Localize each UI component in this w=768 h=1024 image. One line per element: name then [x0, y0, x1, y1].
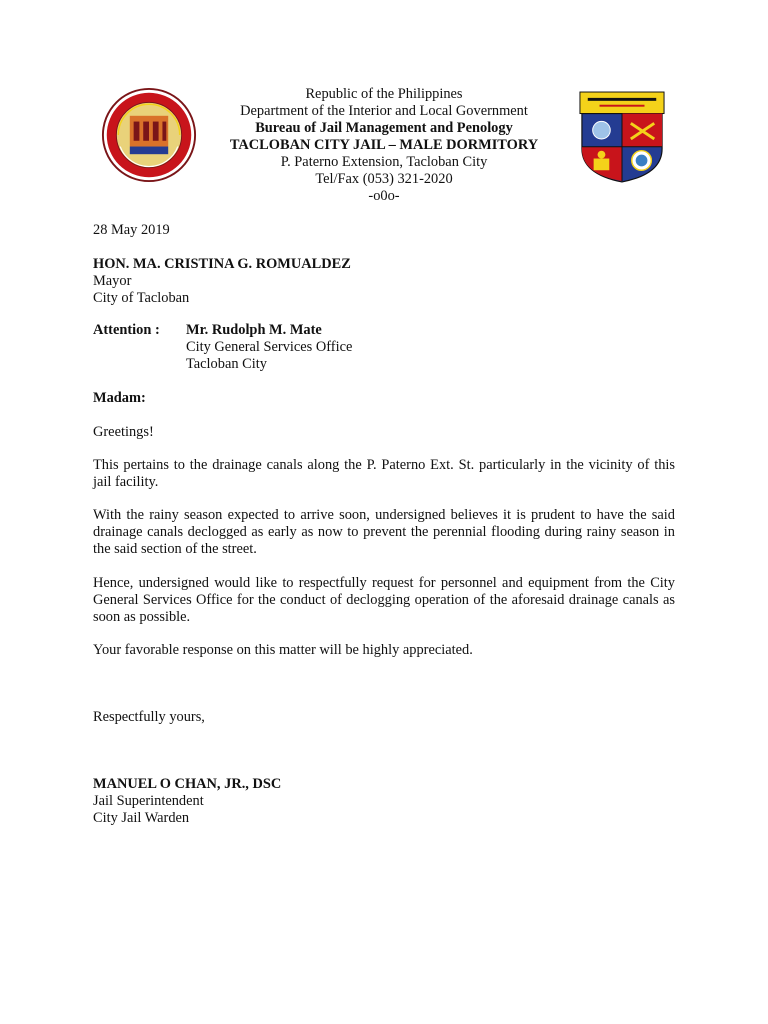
header-telfax: Tel/Fax (053) 321-2020 [315, 171, 453, 187]
signatory-block [93, 776, 281, 827]
addressee-title: Mayor [93, 273, 132, 289]
letter-date: 28 May 2019 [93, 222, 170, 238]
tacloban-city-jail-emblem-icon [578, 90, 666, 184]
body-paragraph-2: With the rainy season expected to arrive soon, undersigned believes it is prudent to have the said drainage canals declogged as early as now to prevent the perennial flooding during rainy season in the said section of the street. [93, 507, 675, 557]
addressee-block [93, 256, 351, 307]
attention-label: Attention : [93, 322, 160, 338]
header-bureau: Bureau of Jail Management and Penology [255, 120, 513, 136]
bjmp-seal-icon [100, 87, 198, 183]
attention-name: Mr. Rudolph M. Mate [186, 322, 322, 338]
attention-city: Tacloban City [186, 356, 267, 372]
header-office: TACLOBAN CITY JAIL – MALE DORMITORY [229, 137, 539, 153]
addressee-office: City of Tacloban [93, 290, 190, 306]
salutation: Madam: [93, 390, 146, 406]
closing: Respectfully yours, [93, 709, 205, 725]
header-republic: Republic of the Philippines [305, 86, 463, 102]
letterhead [190, 86, 578, 205]
body-paragraph-4: Your favorable response on this matter will be highly appreciated. [93, 642, 473, 658]
header-divider-mark: -o0o- [368, 188, 400, 204]
addressee-name: HON. MA. CRISTINA G. ROMUALDEZ [93, 256, 351, 272]
attention-block [186, 322, 352, 373]
signatory-position: City Jail Warden [93, 810, 190, 826]
signatory-rank: Jail Superintendent [93, 793, 204, 809]
greeting: Greetings! [93, 424, 154, 440]
body-paragraph-1: This pertains to the drainage canals along the P. Paterno Ext. St. particularly in the vicinity of this jail facility. [93, 457, 675, 490]
header-address: P. Paterno Extension, Tacloban City [280, 154, 488, 170]
attention-office: City General Services Office [186, 339, 353, 355]
body-paragraph-3: Hence, undersigned would like to respectfully request for personnel and equipment from the City General Services Office for the conduct of declogging operation of the aforesaid drainage canals as soon as possible. [93, 575, 675, 625]
signatory-name: MANUEL O CHAN, JR., DSC [93, 776, 282, 792]
header-department: Department of the Interior and Local Government [240, 103, 528, 119]
